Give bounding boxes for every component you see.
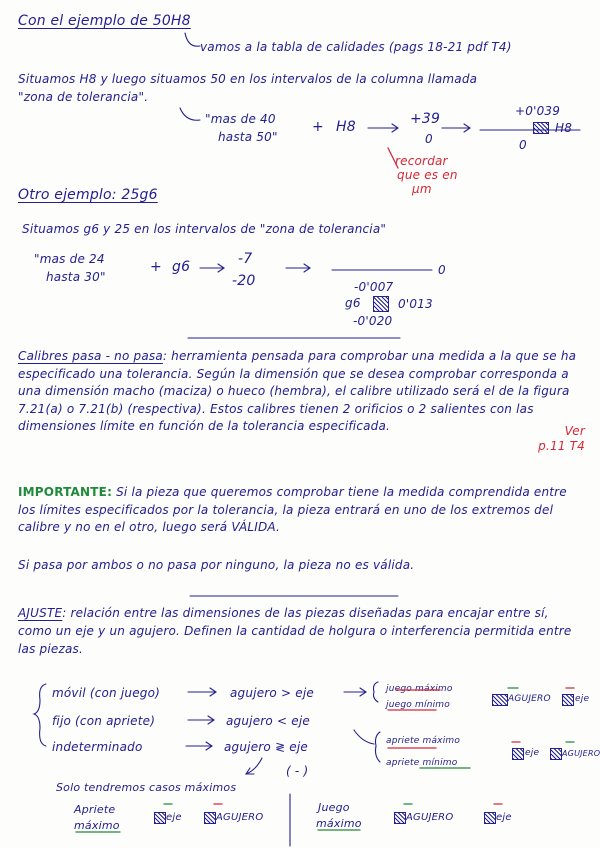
arrow-to-note (246, 758, 262, 774)
brace-apriete (376, 732, 381, 762)
brace-juego (374, 682, 379, 702)
example1-range-bottom: hasta 50" (218, 130, 278, 144)
foot-right-line2: máximo (316, 817, 362, 830)
example1-value-top: +39 (410, 111, 441, 127)
arrow-curve-2 (180, 108, 200, 120)
arrow-to-diagram-1 (442, 124, 470, 132)
arrow-to-value-2 (200, 264, 224, 272)
example1-diagram-zero: 0 (519, 138, 527, 152)
example2-diagram-zero: 0 (438, 263, 446, 277)
example2-heading: Otro ejemplo: 25g6 (18, 187, 158, 203)
calibres-last-line: Si pasa por ambos o no pasa por ninguno, la pieza no es válida. (18, 558, 415, 572)
foot-left-line2: máximo (74, 819, 120, 832)
agujero-label-1: AGUJERO (508, 694, 551, 704)
example2-diagram-top: -0'007 (354, 280, 394, 294)
arrow-curve-1 (185, 33, 200, 46)
arrow-row2 (188, 716, 214, 724)
arrow-row3 (186, 742, 212, 750)
red-note-line2: que es en (397, 168, 458, 182)
red-note-line1: recordar (395, 154, 448, 168)
foot-eje-label-1: eje (166, 812, 182, 823)
example1-arrow-note: vamos a la tabla de calidades (pags 18-21 pdf T4) (200, 40, 512, 54)
example1-code: H8 (336, 119, 356, 135)
example1-heading: Con el ejemplo de 50H8 (18, 13, 191, 29)
ajuste-paren: ( - ) (286, 764, 309, 778)
agujero-label-2: AGUJERO (562, 749, 600, 758)
important-text: Si la pieza que queremos comprobar tiene la medida comprendida entre los límites especificados por la tolerancia, la pieza entrará en uno de los extremos del calibre y no en el otro, luego será VÁLIDA. (18, 485, 567, 534)
red-note-line3: µm (412, 182, 432, 196)
foot-agujero-label-1: AGUJERO (216, 812, 264, 823)
important-label: IMPORTANTE: (18, 485, 113, 499)
arrow-to-diagram-2 (286, 264, 310, 272)
example1-diagram-label: H8 (555, 121, 573, 135)
example2-diagram-right: 0'013 (398, 297, 433, 311)
example2-line1: Situamos g6 y 25 en los intervalos de "zona de tolerancia" (22, 222, 387, 236)
arrow-to-value-1 (368, 124, 398, 132)
left-brace (34, 684, 46, 746)
example1-range-top: "mas de 40 (205, 112, 276, 126)
arrow-row1 (188, 688, 216, 696)
apriete-maximo: apriete máximo (386, 736, 461, 746)
ajuste-title: AJUSTE (18, 606, 63, 620)
foot-eje-label-2: eje (496, 812, 512, 823)
example2-range-top: "mas de 24 (34, 252, 105, 266)
example2-diagram-label: g6 (345, 296, 361, 310)
ajuste-row2-relation: agujero < eje (226, 714, 310, 728)
ajuste-row3: indeterminado (52, 740, 143, 754)
example1-line2: "zona de tolerancia". (18, 90, 149, 104)
foot-agujero-label-2: AGUJERO (406, 812, 454, 823)
juego-maximo: juego máximo (386, 684, 453, 694)
apriete-minimo: apriete mínimo (386, 758, 458, 768)
juego-minimo: juego mínimo (386, 700, 450, 710)
ajuste-row3-relation: agujero ≷ eje (224, 740, 308, 754)
example2-plus: + (150, 259, 162, 275)
calibres-ref: Ver p.11 T4 (538, 424, 585, 453)
ajuste-row1-relation: agujero > eje (230, 686, 314, 700)
eje-label-1: eje (575, 694, 590, 704)
ajuste-row2: fijo (con apriete) (52, 714, 156, 728)
foot-right-line1: Juego (318, 801, 350, 814)
example2-value-top: -7 (238, 251, 253, 267)
red-arrow-note (388, 148, 398, 168)
ajuste-note: Solo tendremos casos máximos (56, 781, 237, 794)
example2-value-bottom: -20 (232, 273, 256, 289)
curve-row3-brace (354, 730, 374, 744)
ajuste-row1: móvil (con juego) (52, 686, 161, 700)
example1-line1: Situamos H8 y luego situamos 50 en los intervalos de la columna llamada (18, 72, 478, 86)
example2-range-bottom: hasta 30" (46, 270, 106, 284)
example2-diagram-bottom: -0'020 (353, 314, 393, 328)
example2-code: g6 (172, 259, 191, 275)
example1-diagram-top: +0'039 (515, 104, 561, 118)
arrow-row1-brace (344, 688, 366, 696)
calibres-text: : herramienta pensada para comprobar una medida a la que se ha especificado una tolerancia. Según la dimensión que se desea comprobar corresponda a una dimensión macho (maciza) o hueco (hembra), el calibre utilizado será el de la figura 7.21(a) o 7.21(b) (respectiva). Estos calibres tienen 2 orificios o 2 salientes con las dimensiones límite en función de la tolerancia especificada. (18, 349, 577, 433)
example1-plus: + (312, 119, 324, 135)
foot-left-line1: Apriete (74, 803, 116, 816)
example1-value-bottom: 0 (425, 132, 433, 146)
ajuste-text: : relación entre las dimensiones de las piezas diseñadas para encajar entre sí, como un eje y un agujero. Definen la cantidad de holgura o interferencia permitida entre las piezas. (18, 606, 572, 656)
eje-label-2: eje (525, 748, 540, 758)
calibres-title: Calibres pasa - no pasa (18, 349, 163, 363)
